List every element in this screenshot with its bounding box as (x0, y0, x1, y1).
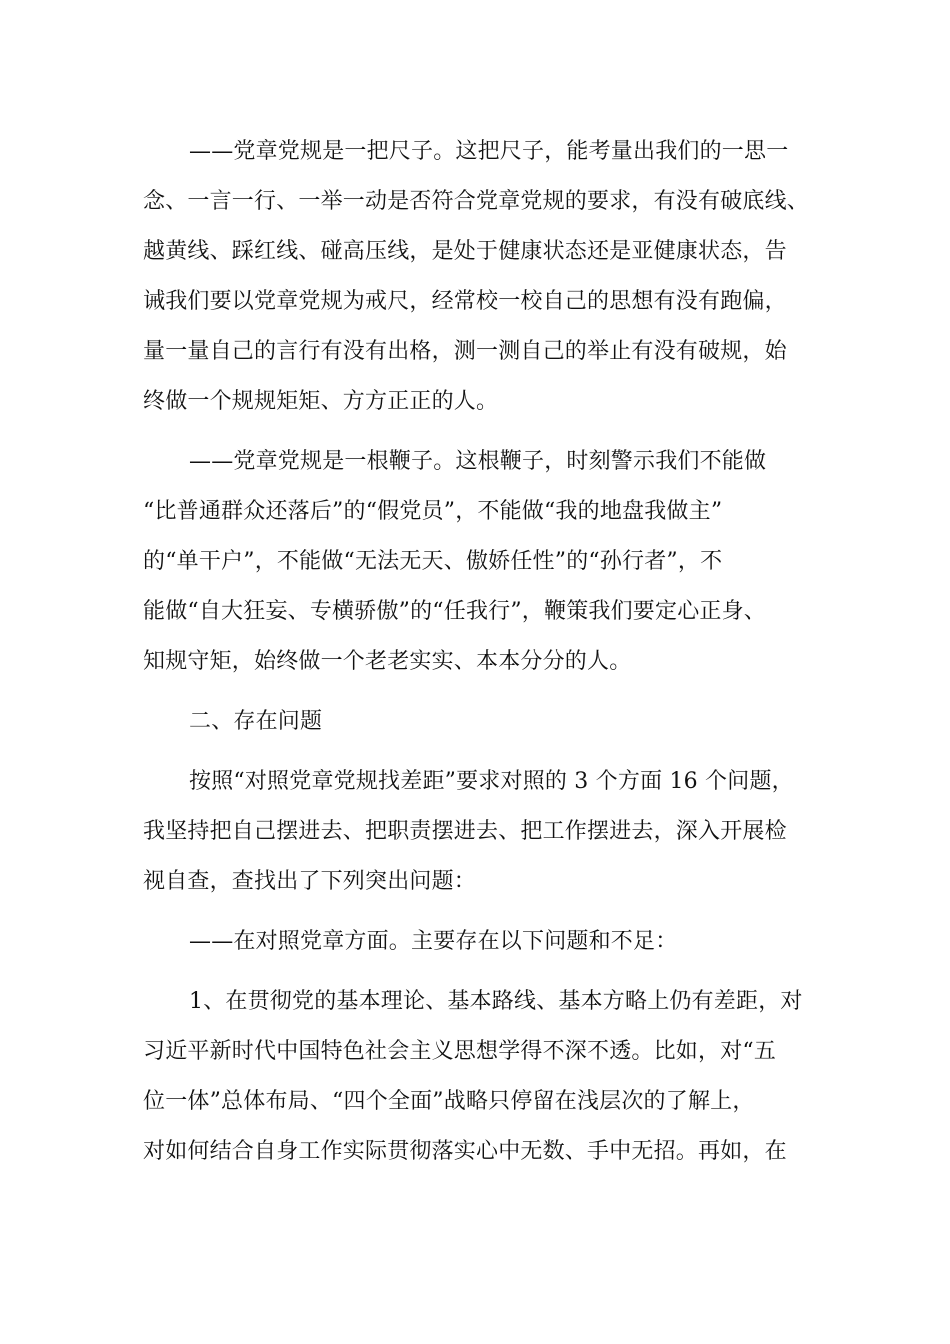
paragraph-line: 量一量自己的言行有没有出格，测一测自己的举止有没有破规，始 (143, 339, 787, 364)
paragraph-line: 视自查，查找出了下列突出问题： (143, 869, 477, 894)
paragraph-line: 习近平新时代中国特色社会主义思想学得不深不透。比如，对“五 (143, 1039, 777, 1064)
paragraph-line: 能做“自大狂妄、专横骄傲”的“任我行”，鞭策我们要定心正身、 (143, 599, 766, 624)
paragraph-line: “比普通群众还落后”的“假党员”，不能做“我的地盘我做主” (143, 499, 723, 524)
paragraph-line: 位一体”总体布局、“四个全面”战略只停留在浅层次的了解上， (143, 1089, 755, 1114)
paragraph-line: 念、一言一行、一举一动是否符合党章党规的要求，有没有破底线、 (143, 189, 810, 214)
paragraph-line: 诫我们要以党章党规为戒尺，经常校一校自己的思想有没有跑偏， (143, 289, 787, 314)
paragraph-line: 知规守矩，始终做一个老老实实、本本分分的人。 (143, 649, 632, 674)
paragraph-line: ——党章党规是一根鞭子。这根鞭子，时刻警示我们不能做 (189, 449, 767, 474)
paragraph-line: 的“单干户”，不能做“无法无天、傲娇任性”的“孙行者”，不 (143, 549, 723, 574)
paragraph-line: 对如何结合自身工作实际贯彻落实心中无数、手中无招。再如，在 (143, 1139, 787, 1164)
section-heading: 二、存在问题 (189, 709, 323, 734)
paragraph-line: 按照“对照党章党规找差距”要求对照的 3 个方面 16 个问题， (189, 769, 794, 794)
paragraph-line: 越黄线、踩红线、碰高压线，是处于健康状态还是亚健康状态，告 (143, 239, 787, 264)
paragraph-line: 1、在贯彻党的基本理论、基本路线、基本方略上仍有差距，对 (189, 989, 803, 1014)
paragraph-line: ——党章党规是一把尺子。这把尺子，能考量出我们的一思一 (189, 139, 789, 164)
paragraph-line: 我坚持把自己摆进去、把职责摆进去、把工作摆进去，深入开展检 (143, 819, 787, 844)
paragraph-line: ——在对照党章方面。主要存在以下问题和不足： (189, 929, 678, 954)
paragraph-line: 终做一个规规矩矩、方方正正的人。 (143, 389, 499, 414)
